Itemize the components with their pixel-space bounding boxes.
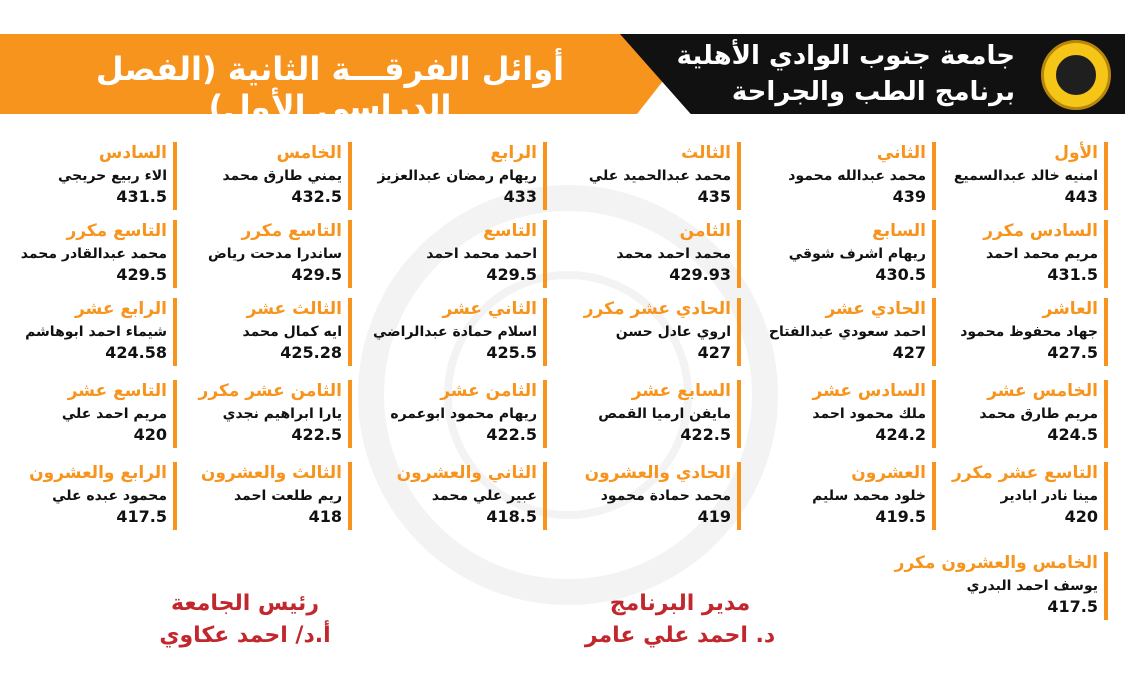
ranking-rank: الخامس والعشرون مكرر [894, 553, 1098, 573]
ranking-card [936, 462, 1108, 530]
ranking-card [5, 462, 177, 530]
ranking-rank: التاسع عشر مكرر [952, 463, 1098, 483]
ranking-score: 432.5 [291, 187, 342, 206]
ranking-rank: التاسع [483, 221, 537, 241]
ranking-rank: السادس مكرر [983, 221, 1098, 241]
ranking-card [868, 552, 1108, 620]
ranking-score: 420 [1064, 507, 1098, 526]
ranking-name: جهاد محفوظ محمود [960, 324, 1098, 340]
ranking-name: يوسف احمد البدري [966, 578, 1098, 594]
ranking-name: شيماء احمد ابوهاشم [25, 324, 167, 340]
ranking-name: ساندرا مدحت رياض [207, 246, 342, 262]
ranking-card [764, 142, 936, 210]
ranking-rank: السابع [872, 221, 926, 241]
ranking-card [936, 220, 1108, 288]
ranking-card [764, 298, 936, 366]
ranking-rank: الثالث عشر [246, 299, 342, 319]
page-title: أوائل الفرقـــة الثانية (الفصل الدراسي الأول) [95, 50, 565, 126]
ranking-card [936, 142, 1108, 210]
ranking-score: 425.5 [486, 343, 537, 362]
ranking-card [375, 220, 547, 288]
ranking-card [936, 298, 1108, 366]
ranking-rank: الحادي والعشرون [584, 463, 731, 483]
ranking-rank: الثامن عشر مكرر [198, 381, 342, 401]
ranking-score: 429.5 [486, 265, 537, 284]
ranking-rank: الثاني [876, 143, 926, 163]
ranking-rank: التاسع مكرر [241, 221, 342, 241]
ranking-name: محمد عبدالله محمود [788, 168, 926, 184]
ranking-score: 417.5 [1047, 597, 1098, 616]
ranking-rank: الأول [1054, 143, 1098, 163]
ranking-name: احمد سعودي عبدالفتاح [768, 324, 926, 340]
university-logo [1041, 40, 1111, 110]
director-title: مدير البرنامج [609, 591, 751, 616]
ranking-score: 431.5 [116, 187, 167, 206]
ranking-name: الاء ربيع حريجي [57, 168, 167, 184]
ranking-rank: الثاني عشر [442, 299, 537, 319]
ranking-name: محمد حمادة محمود [600, 488, 731, 504]
university-heading [635, 38, 1015, 110]
university-name: جامعة جنوب الوادي الأهلية [676, 41, 1015, 71]
ranking-rank: السادس [98, 143, 167, 163]
ranking-name: يارا ابراهيم نجدي [222, 406, 342, 422]
ranking-rank: الثالث والعشرون [200, 463, 342, 483]
ranking-card [764, 220, 936, 288]
ranking-rank: الحادي عشر [825, 299, 926, 319]
president-title: رئيس الجامعة [171, 591, 319, 616]
ranking-card [375, 462, 547, 530]
ranking-score: 424.5 [1047, 425, 1098, 444]
ranking-score: 422.5 [680, 425, 731, 444]
ranking-card [569, 142, 741, 210]
ranking-rank: التاسع عشر [67, 381, 167, 401]
ranking-score: 424.2 [875, 425, 926, 444]
president-name: أ.د/ احمد عكاوي [159, 623, 331, 648]
ranking-name: ريهام اشرف شوقي [788, 246, 926, 262]
ranking-rank: السادس عشر [812, 381, 926, 401]
ranking-score: 431.5 [1047, 265, 1098, 284]
ranking-card [764, 462, 936, 530]
ranking-card [5, 142, 177, 210]
ranking-name: احمد محمد احمد [426, 246, 537, 262]
ranking-score: 429.5 [116, 265, 167, 284]
ranking-card [764, 380, 936, 448]
director-name: د. احمد علي عامر [584, 623, 776, 648]
ranking-rank: العاشر [1042, 299, 1098, 319]
ranking-card [569, 380, 741, 448]
ranking-card [5, 220, 177, 288]
program-director-signature [580, 588, 780, 652]
ranking-name: يمني طارق محمد [222, 168, 342, 184]
ranking-name: خلود محمد سليم [812, 488, 926, 504]
ranking-rank: الثاني والعشرون [396, 463, 537, 483]
ranking-score: 427 [892, 343, 926, 362]
ranking-score: 433 [503, 187, 537, 206]
ranking-rank: الخامس عشر [987, 381, 1098, 401]
ranking-card [5, 298, 177, 366]
ranking-name: محمد عبدالحميد علي [588, 168, 731, 184]
ranking-name: اسلام حمادة عبدالراضي [372, 324, 537, 340]
ranking-name: مريم محمد احمد [986, 246, 1098, 262]
ranking-rank: الخامس [276, 143, 342, 163]
ranking-card [180, 380, 352, 448]
ranking-name: مريم احمد علي [61, 406, 167, 422]
ranking-card [5, 380, 177, 448]
ranking-rank: العشرون [851, 463, 926, 483]
ranking-rank: الرابع والعشرون [29, 463, 167, 483]
ranking-card [180, 142, 352, 210]
ranking-score: 419 [697, 507, 731, 526]
program-name: برنامج الطب والجراحة [731, 77, 1015, 107]
ranking-score: 429.5 [291, 265, 342, 284]
ranking-rank: الرابع [490, 143, 537, 163]
ranking-name: مريم طارق محمد [979, 406, 1098, 422]
ranking-card [569, 462, 741, 530]
ranking-card [936, 380, 1108, 448]
ranking-name: ملك محمود احمد [812, 406, 926, 422]
ranking-score: 443 [1064, 187, 1098, 206]
ranking-score: 435 [697, 187, 731, 206]
ranking-card [375, 142, 547, 210]
university-president-signature [125, 588, 365, 652]
ranking-card [372, 298, 547, 366]
ranking-name: محمد عبدالقادر محمد [20, 246, 167, 262]
ranking-rank: الثالث [681, 143, 731, 163]
ranking-name: محمد احمد محمد [616, 246, 731, 262]
ranking-rank: الثامن [679, 221, 731, 241]
ranking-name: ايه كمال محمد [242, 324, 342, 340]
ranking-score: 439 [892, 187, 926, 206]
ranking-score: 427.5 [1047, 343, 1098, 362]
ranking-rank: الثامن عشر [440, 381, 537, 401]
ranking-name: اروي عادل حسن [615, 324, 731, 340]
ranking-score: 422.5 [486, 425, 537, 444]
ranking-card [569, 220, 741, 288]
ranking-card [375, 380, 547, 448]
ranking-card [180, 220, 352, 288]
ranking-card [569, 298, 741, 366]
ranking-score: 429.93 [669, 265, 731, 284]
ranking-name: ريهام محمود ابوعمره [390, 406, 537, 422]
logo-emblem-icon [1054, 53, 1098, 97]
ranking-card [180, 298, 352, 366]
ranking-score: 420 [133, 425, 167, 444]
ranking-name: مينا نادر ابادير [1000, 488, 1098, 504]
ranking-name: ريهام رمضان عبدالعزيز [377, 168, 537, 184]
ranking-score: 417.5 [116, 507, 167, 526]
ranking-score: 422.5 [291, 425, 342, 444]
ranking-name: مايفن ارميا القمص [598, 406, 731, 422]
ranking-score: 427 [697, 343, 731, 362]
ranking-score: 425.28 [280, 343, 342, 362]
ranking-score: 430.5 [875, 265, 926, 284]
ranking-rank: السابع عشر [631, 381, 731, 401]
ranking-rank: التاسع مكرر [66, 221, 167, 241]
ranking-name: ريم طلعت احمد [233, 488, 342, 504]
ranking-rank: الرابع عشر [74, 299, 167, 319]
ranking-score: 424.58 [105, 343, 167, 362]
ranking-score: 418 [308, 507, 342, 526]
ranking-rank: الحادي عشر مكرر [583, 299, 731, 319]
ranking-name: عبير علي محمد [431, 488, 537, 504]
ranking-name: محمود عبده علي [52, 488, 167, 504]
ranking-score: 419.5 [875, 507, 926, 526]
ranking-name: امنيه خالد عبدالسميع [953, 168, 1098, 184]
ranking-card [180, 462, 352, 530]
ranking-score: 418.5 [486, 507, 537, 526]
